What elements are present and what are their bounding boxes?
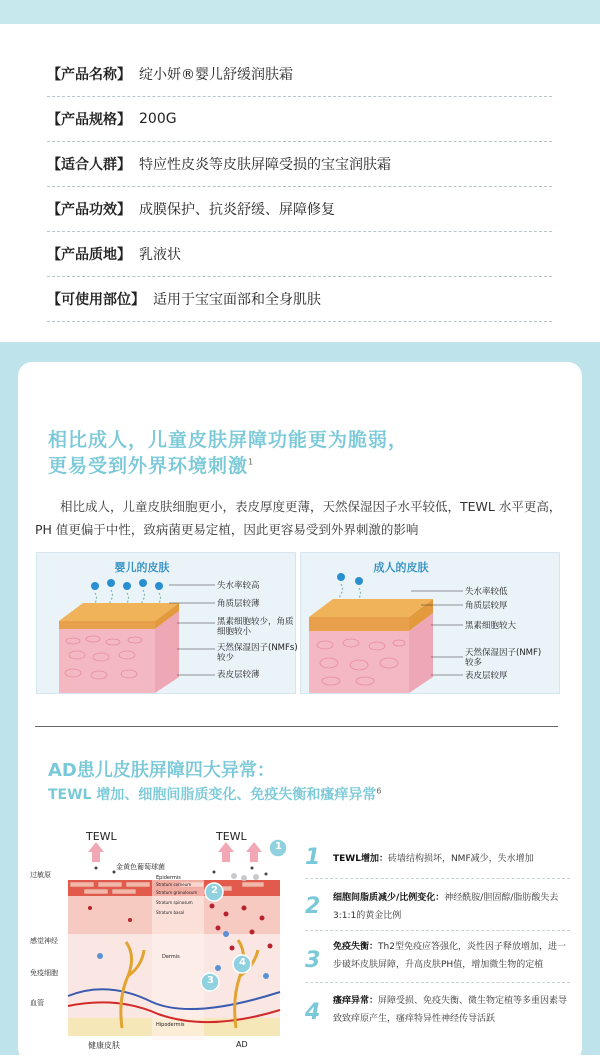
- spec-row-efficacy: [47, 187, 552, 232]
- spec-key: 【可使用部位】: [47, 292, 145, 308]
- baby-label: 较少: [217, 653, 235, 663]
- baby-panel-title: 婴儿的皮肤: [114, 561, 170, 574]
- anomaly-number: 1: [305, 845, 321, 870]
- anomaly-title: TEWL增加：: [333, 854, 388, 864]
- baby-label: 表皮层较薄: [217, 670, 260, 680]
- spec-key: 【产品规格】: [47, 112, 131, 128]
- spec-key: 【产品质地】: [47, 247, 131, 263]
- spec-section: [0, 24, 600, 342]
- baby-label: 细胞较小: [217, 627, 252, 637]
- section1-heading-text: 更易受到外界环境刺激: [48, 455, 249, 477]
- stratum-granulosum-label: Stratum granulosum: [156, 890, 198, 895]
- allergen-label: 过敏原: [30, 871, 51, 879]
- spec-row-name: [47, 52, 552, 97]
- spec-row-size: [47, 97, 552, 142]
- baby-label: 天然保湿因子(NMFs): [217, 643, 298, 653]
- spec-value: 成膜保护、抗炎舒缓、屏障修复: [139, 202, 335, 218]
- spec-value: 适用于宝宝面部和全身肌肤: [153, 292, 321, 308]
- blood-vessel-label: 血管: [30, 999, 44, 1007]
- dermis-label: Dermis: [162, 954, 180, 960]
- anomaly-separator: [305, 878, 570, 879]
- baby-label: 失水率较高: [217, 581, 260, 591]
- adult-label: 角质层较厚: [465, 601, 508, 611]
- adult-skin-illustration: [301, 553, 559, 693]
- spec-key: 【产品功效】: [47, 202, 131, 218]
- adult-label: 黑素细胞较大: [465, 621, 517, 631]
- staph-label: 金黄色葡萄球菌: [116, 863, 165, 871]
- spec-row-usage: [47, 277, 552, 322]
- section1-heading-ref: 1: [248, 457, 255, 467]
- anomaly-number: 2: [305, 894, 321, 919]
- ad-skin-label: AD: [236, 1040, 248, 1049]
- tewl-arrows: [88, 842, 262, 862]
- healthy-skin-label: 健康皮肤: [88, 1041, 120, 1050]
- tewl-left-label: TEWL: [86, 830, 117, 843]
- anomaly-item: [333, 938, 573, 974]
- spec-row-texture: [47, 232, 552, 277]
- anomaly-item: [333, 889, 573, 925]
- section2-heading-text: TEWL 增加、细胞间脂质变化、免疫失衡和瘙痒异常: [48, 787, 377, 803]
- section2-heading-line2: [48, 784, 381, 804]
- spec-value: 特应性皮炎等皮肤屏障受损的宝宝润肤霜: [139, 157, 391, 173]
- epidermis-label: Epidermis: [156, 875, 181, 881]
- section2-heading-line1: AD患儿皮肤屏障四大异常：: [48, 760, 275, 781]
- section2-heading-ref: 6: [376, 786, 382, 796]
- anomaly-item: [333, 992, 573, 1028]
- anomaly-title: 瘙痒异常：: [333, 996, 379, 1006]
- spec-key: 【适合人群】: [47, 157, 131, 173]
- stratum-spinosum-label: Stratum spinosum: [156, 900, 193, 905]
- baby-label: 黑素细胞较少，角质: [217, 617, 294, 627]
- ad-skin-figure: [30, 828, 300, 1055]
- stratum-corneum-label: Stratum corneum: [156, 882, 192, 887]
- anomaly-title: 细胞间脂质减少/比例变化：: [333, 893, 445, 903]
- marker-number: 1: [275, 841, 282, 852]
- spec-value: 200G: [139, 111, 177, 127]
- adult-label: 失水率较低: [465, 587, 508, 597]
- stratum-basal-label: Stratum basal: [156, 910, 185, 915]
- spec-key: 【产品名称】: [47, 67, 131, 83]
- adult-label: 表皮层较厚: [465, 671, 508, 681]
- anomaly-separator: [305, 930, 570, 931]
- section1-heading-line2: [48, 451, 254, 478]
- sensory-nerve-label: 感觉神经: [30, 937, 58, 945]
- section-divider: [35, 726, 558, 727]
- anomaly-number: 3: [305, 948, 321, 973]
- adult-label: 天然保湿因子(NMF): [465, 648, 542, 658]
- immune-cell-label: 免疫细胞: [30, 969, 58, 977]
- spec-value: 乳液状: [139, 247, 181, 263]
- anomaly-item: [333, 850, 573, 868]
- anomaly-text: Th2型免疫应答强化，炎性因子释放增加，进一步破坏皮肤屏障，升高皮肤PH值，增加微生物的定植: [333, 942, 566, 970]
- marker-number: 4: [239, 957, 246, 968]
- baby-label: 角质层较薄: [217, 599, 260, 609]
- spec-row-audience: [47, 142, 552, 187]
- anomaly-text: 砖墙结构损坏，NMF减少，失水增加: [387, 854, 534, 864]
- adult-skin-panel: [300, 552, 560, 694]
- top-strip: [0, 0, 600, 24]
- section1-heading-line1: 相比成人，儿童皮肤屏障功能更为脆弱，: [48, 429, 409, 451]
- marker-number: 2: [211, 885, 218, 896]
- spec-value: 绽小妍®婴儿舒缓润肤霜: [139, 67, 293, 83]
- baby-skin-panel: [36, 552, 296, 694]
- anomaly-text: 神经酰胺/胆固醇/脂肪酸失去3:1:1的黄金比例: [333, 893, 559, 921]
- anomaly-number: 4: [305, 1000, 321, 1025]
- marker-number: 3: [207, 975, 214, 986]
- anomaly-separator: [305, 982, 570, 983]
- skin-cross-section: [30, 828, 300, 1055]
- section1-paragraph: 相比成人，儿童皮肤细胞更小，表皮厚度更薄，天然保湿因子水平较低，TEWL 水平更高，PH 值更偏于中性，致病菌更易定植，因此更容易受到外界刺激的影响: [35, 499, 562, 537]
- anomaly-text: 屏障受损、免疫失衡、微生物定植等多重因素导致致痒原产生，瘙痒特异性神经传导活跃: [333, 996, 568, 1024]
- tewl-right-label: TEWL: [216, 830, 247, 843]
- anomaly-title: 免疫失衡：: [333, 942, 379, 952]
- adult-label: 较多: [465, 658, 483, 668]
- hypodermis-label: Hipodermis: [156, 1022, 185, 1028]
- adult-panel-title: 成人的皮肤: [373, 561, 429, 574]
